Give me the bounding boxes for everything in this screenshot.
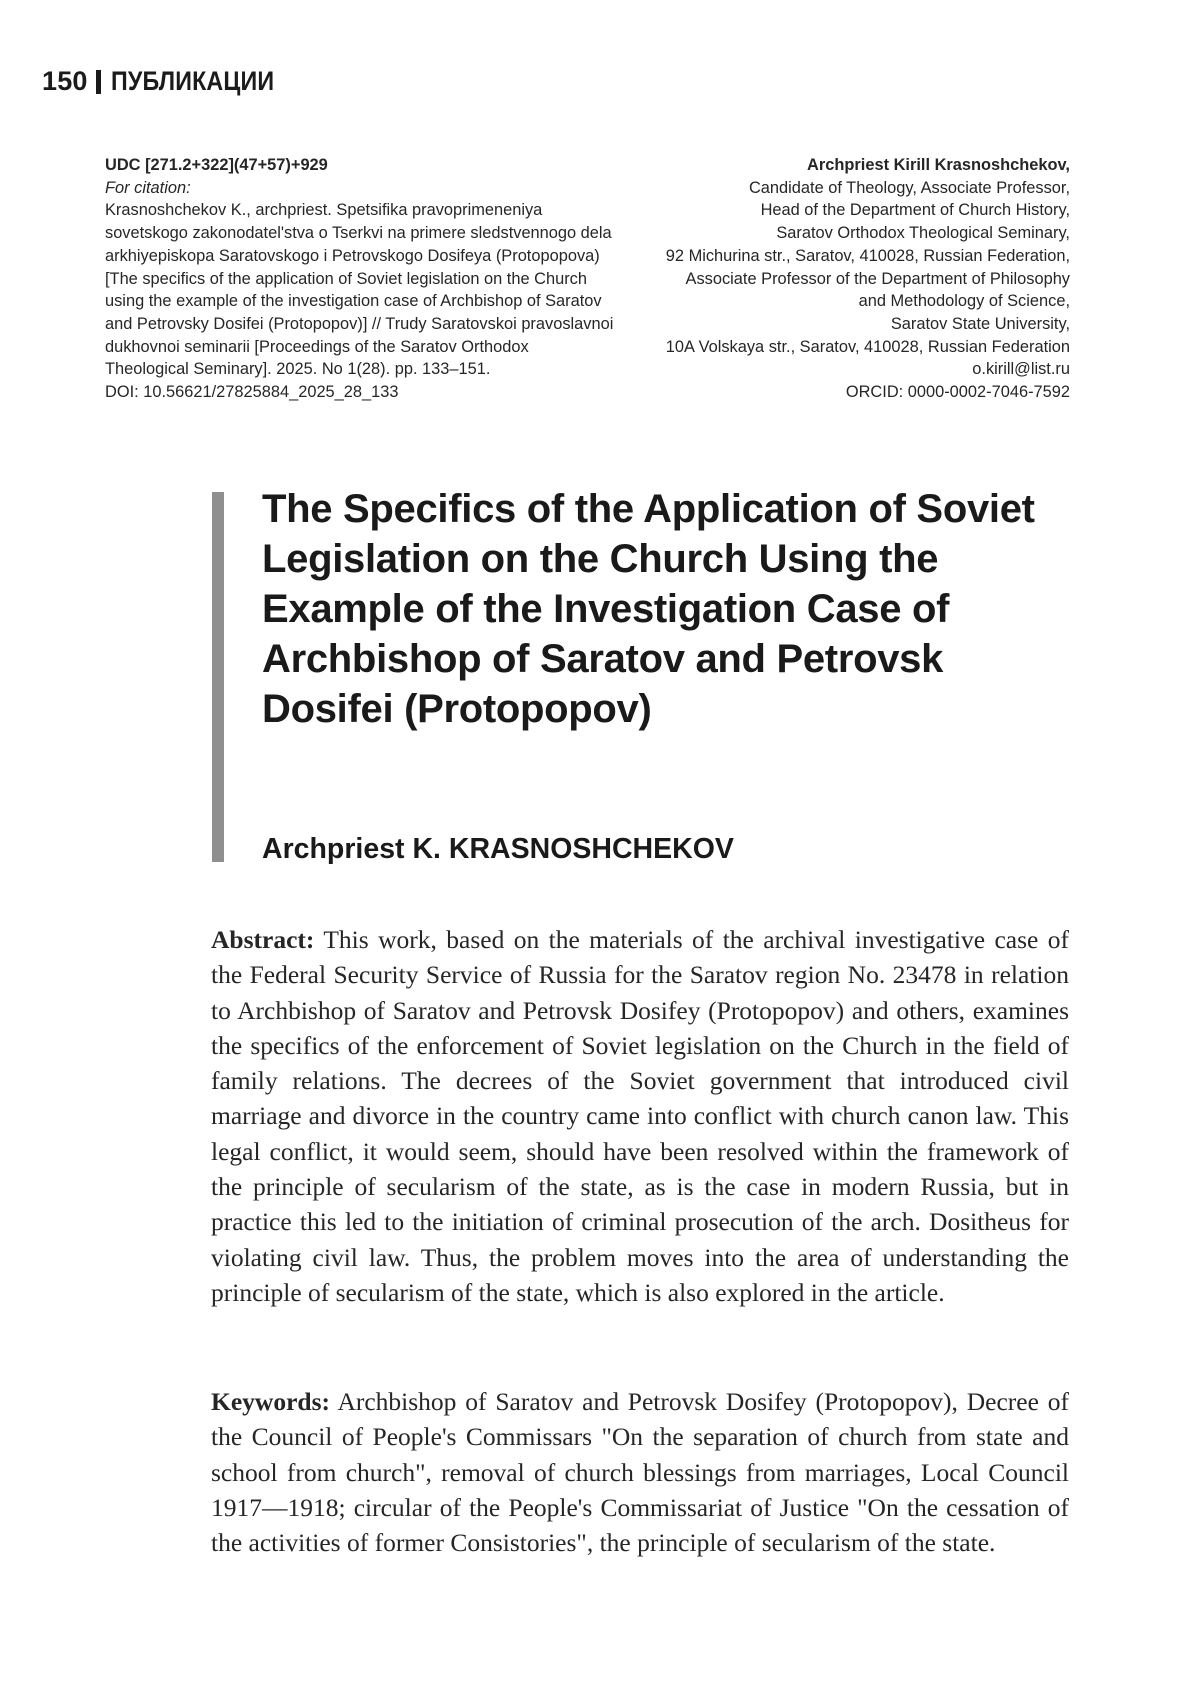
- abstract-text: This work, based on the materials of the archival investigative case of the Federal Security Service of Russia for the Saratov region No. 23478 in relation to Archbishop of Saratov and Petrovsk Dosifey (Protopopov) and others, examines the specifics of the enforcement of Soviet legislation on the Church in the field of family relations. The decrees of the Soviet government that introduced civil marriage and divorce in the country came into conflict with church canon law. This legal conflict, it would seem, should have been resolved within the framework of the principle of secularism of the state, as is the case in modern Russia, but in practice this led to the initiation of criminal prosecution of the arch. Dositheus for violating civil law. Thus, the problem moves into the area of understanding the principle of secularism of the state, which is also explored in the article.: [211, 925, 1069, 1307]
- author-info-line: Candidate of Theology, Associate Professor,: [748, 178, 1070, 197]
- keywords-label: Keywords:: [211, 1387, 330, 1416]
- for-citation-label: For citation:: [105, 178, 191, 197]
- author-info-line: Saratov Orthodox Theological Seminary,: [776, 224, 1070, 243]
- author-info-line: Head of the Department of Church History,: [760, 201, 1070, 220]
- author-full-name: Archpriest Kirill Krasnoshchekov,: [807, 156, 1070, 174]
- article-author: Archpriest K. KRASNOSHCHEKOV: [262, 833, 734, 865]
- author-orcid: ORCID: 0000-0002-7046-7592: [845, 383, 1070, 402]
- author-email: o.kirill@list.ru: [972, 360, 1070, 379]
- keywords-text: Archbishop of Saratov and Petrovsk Dosifey (Protopopov), Decree of the Council of People's Commissars "On the separation of church from state and school from church", removal of church blessings from marriages, Local Council 1917—1918; circular of the People's Commissariat of Justice "On the cessation of the activities of former Consistories", the principle of secularism of the state.: [211, 1387, 1069, 1558]
- running-head: [42, 66, 300, 97]
- page-number: 150: [42, 66, 88, 96]
- keywords: [211, 1384, 1069, 1560]
- citation-block: [105, 154, 615, 404]
- running-head-section: ПУБЛИКАЦИИ: [110, 66, 274, 96]
- author-info-line: 92 Michurina str., Saratov, 410028, Russian Federation,: [665, 246, 1070, 265]
- citation-text: Krasnoshchekov K., archpriest. Spetsifika pravoprimeneniya sovetskogo zakonodatel'stva o Tserkvi na primere sledstvennogo dela arkhiyepiskopa Saratovskogo i Petrovskogo Dosifeya (Protopopova) [The specifics of the application of Soviet legislation on the Church using the example of the investigation case of Archbishop of Saratov and Petrovsky Dosifei (Protopopov)] // Trudy Saratovskoi pravoslavnoi dukhovnoi seminarii [Proceedings of the Saratov Orthodox Theological Seminary]. 2025. No 1(28). pp. 133–151.: [105, 201, 614, 379]
- author-info-line: Associate Professor of the Department of Philosophy: [685, 269, 1070, 288]
- doi: DOI: 10.56621/27825884_2025_28_133: [105, 383, 399, 402]
- abstract: [211, 922, 1069, 1310]
- author-info-line: and Methodology of Science,: [858, 292, 1070, 311]
- title-side-rule: [212, 492, 224, 862]
- abstract-label: Abstract:: [211, 925, 315, 954]
- article-title: The Specifics of the Application of Soviet Legislation on the Church Using the Example of the Investigation Case of Archbishop of Saratov and Petrovsk Dosifei (Protopopov): [262, 487, 1035, 731]
- author-info-line: Saratov State University,: [890, 314, 1070, 333]
- author-info-line: 10A Volskaya str., Saratov, 410028, Russian Federation: [665, 337, 1070, 356]
- running-head-divider: [96, 70, 101, 94]
- udc-code: UDC [271.2+322](47+57)+929: [105, 156, 328, 174]
- author-affiliation-block: [610, 154, 1070, 404]
